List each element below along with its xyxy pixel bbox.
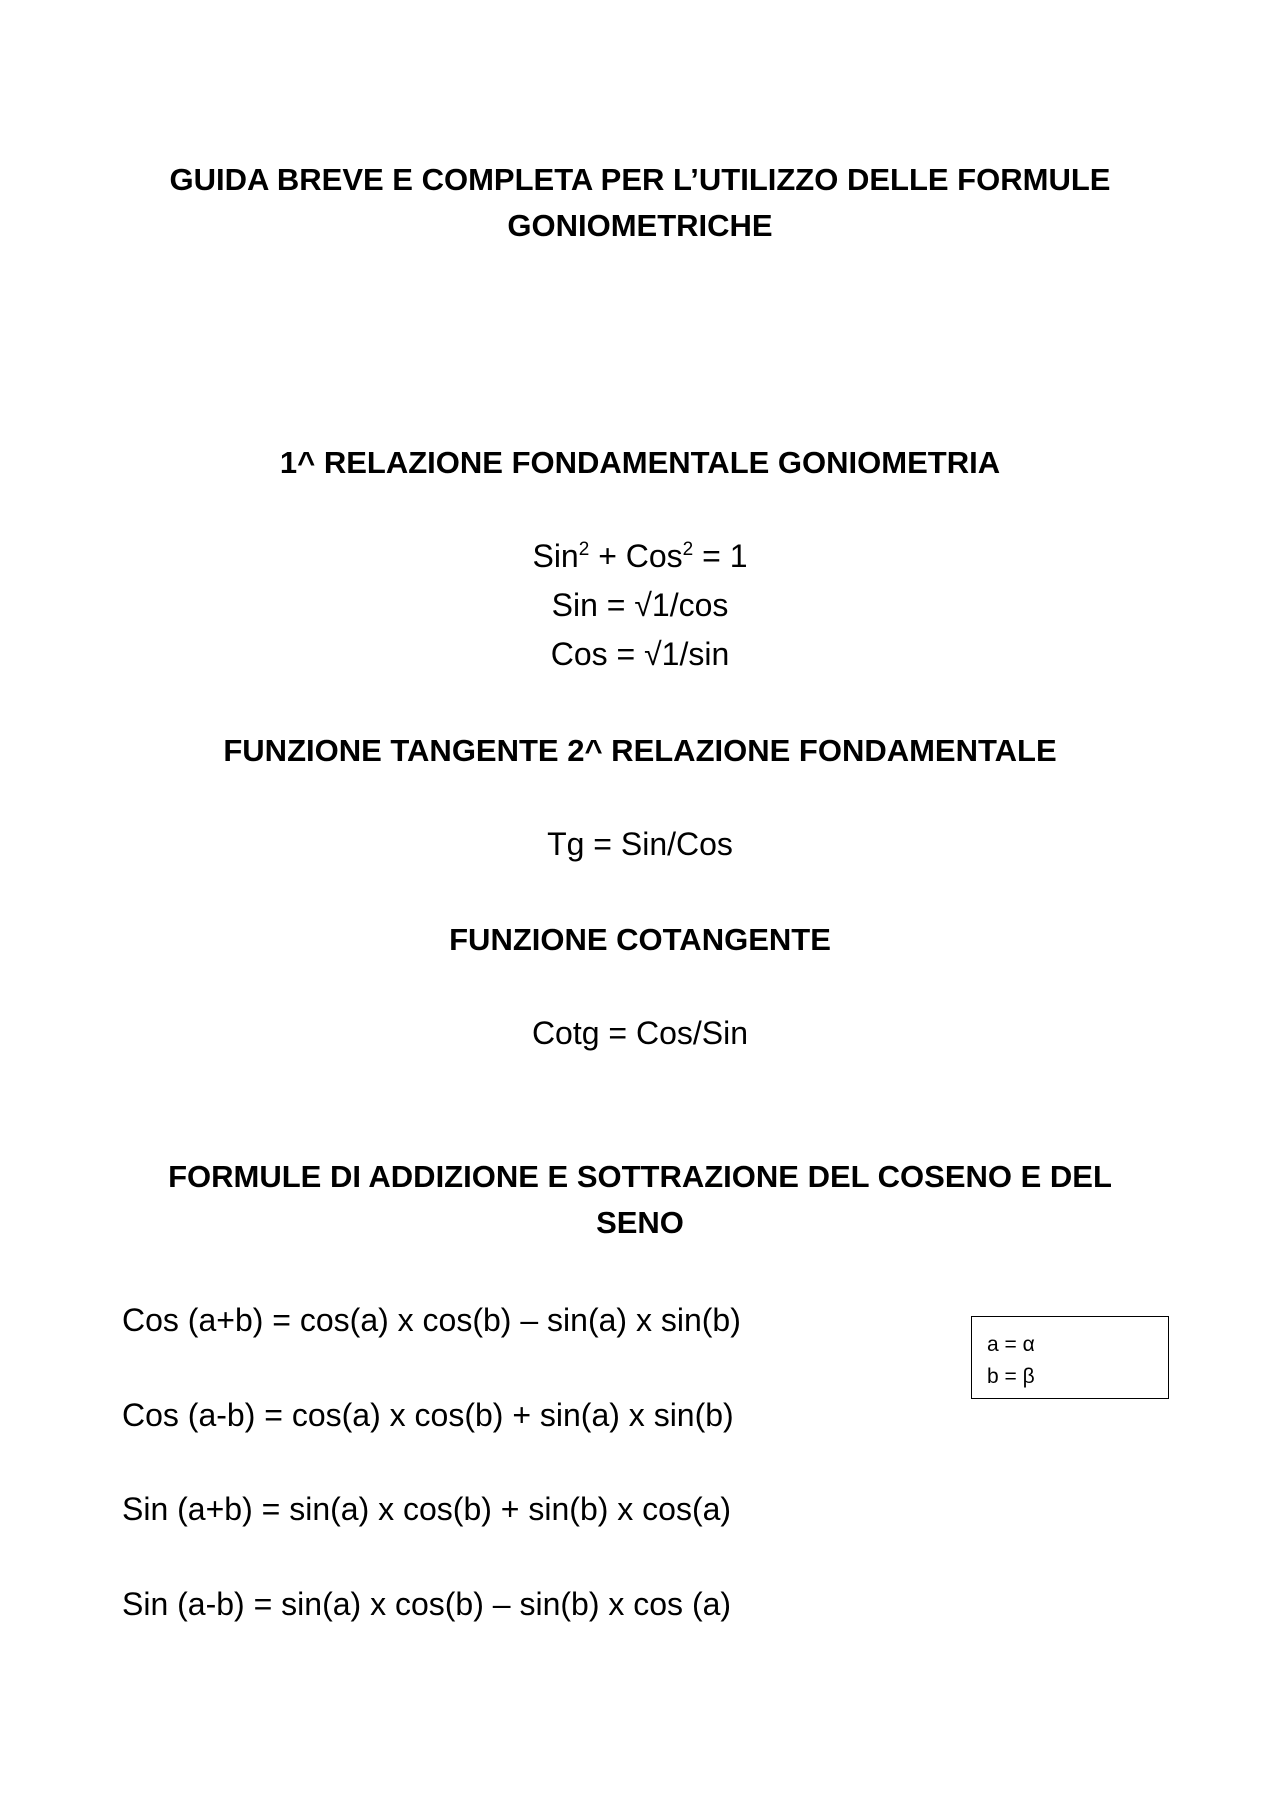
formula-cotangente: Cotg = Cos/Sin	[531, 1015, 749, 1051]
title-line-1: GUIDA BREVE E COMPLETA PER L’UTILIZZO DELLE FORMULE	[169, 162, 1111, 197]
formula-sin-sottrazione: Sin (a-b) = sin(a) x cos(b) – sin(b) x cos (a)	[122, 1586, 732, 1622]
legend-alpha: a = α	[987, 1333, 1035, 1356]
formula-cos-sottrazione: Cos (a-b) = cos(a) x cos(b) + sin(a) x sin(b)	[122, 1397, 734, 1433]
title-line-2: GONIOMETRICHE	[507, 208, 773, 243]
document-title	[140, 157, 1140, 249]
formula-tangente: Tg = Sin/Cos	[547, 826, 733, 862]
heading-addizione-line-2: SENO	[596, 1205, 684, 1240]
cos-exponent: 2	[682, 539, 694, 560]
formula-result: = 1	[693, 538, 748, 574]
heading-addizione-line-1: FORMULE DI ADDIZIONE E SOTTRAZIONE DEL COSENO E DEL	[168, 1159, 1112, 1194]
sin-exponent: 2	[578, 539, 590, 560]
formula-sin-addizione: Sin (a+b) = sin(a) x cos(b) + sin(b) x cos(a)	[122, 1491, 732, 1527]
heading-relazione-fondamentale: 1^ RELAZIONE FONDAMENTALE GONIOMETRIA	[279, 445, 1001, 480]
heading-formule-addizione	[140, 1154, 1140, 1246]
formula-pythagorean-identity	[340, 532, 940, 581]
formula-cos-sqrt: Cos = √1/sin	[550, 636, 730, 672]
formula-cos-addizione: Cos (a+b) = cos(a) x cos(b) – sin(a) x sin(b)	[122, 1302, 741, 1338]
formula-sin-sqrt: Sin = √1/cos	[551, 587, 729, 623]
heading-funzione-tangente: FUNZIONE TANGENTE 2^ RELAZIONE FONDAMENTALE	[223, 733, 1057, 768]
heading-funzione-cotangente: FUNZIONE COTANGENTE	[449, 922, 831, 957]
formula-cos-term: + Cos	[589, 538, 683, 574]
legend-beta: b = β	[987, 1365, 1035, 1388]
formula-sin-term: Sin	[532, 538, 579, 574]
variable-legend-box	[971, 1316, 1169, 1399]
